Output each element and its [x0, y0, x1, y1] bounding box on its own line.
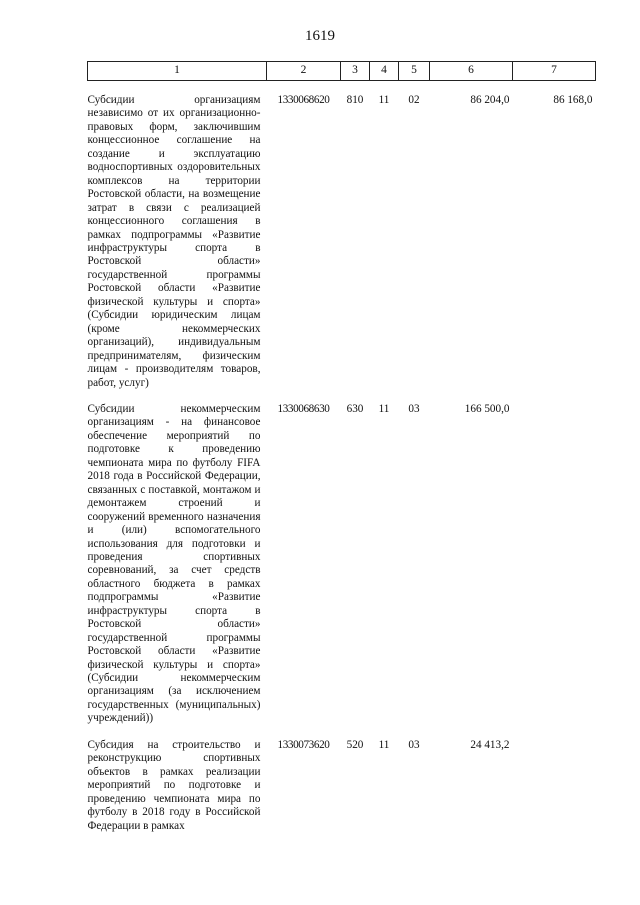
column-header-3: 3: [341, 62, 370, 81]
row-amount-col6: 86 204,0: [470, 94, 510, 106]
row-subsection: 03: [408, 402, 420, 415]
row-description: Субсидии некоммерческим организациям - на финансовое обеспечение мероприятий по подготовке к проведению чемпионата мира по футболу FIFA 2018 года в Российской Федерации, связанных с поставкой, монтажом и демонтажем строений и сооружений временного назначения и (или) вспомогательного использования для подготовки и проведения спортивных соревнований, за счет средств областного бюджета в рамках подпрограммы «Развитие инфраструктуры спорта в Ростовской области» государственной программы Ростовской области «Развитие физической культуры и спорта» (Субсидии некоммерческим организациям (за исключением государственных (муниципальных) учреждений)): [87, 402, 261, 725]
column-header-5: 5: [399, 62, 430, 81]
table-row: [88, 403, 596, 726]
row-target-code: 1330068620: [277, 94, 330, 106]
table-row: [88, 739, 596, 833]
row-amount-col6: 24 413,2: [470, 738, 510, 751]
row-amount-col7: [513, 739, 596, 833]
row-subsection: 02: [408, 94, 420, 106]
row-subsection: 03: [408, 738, 420, 751]
row-expense-type: 630: [346, 402, 364, 415]
row-amount-col7: [513, 403, 596, 726]
row-target-code: 1330068630: [277, 402, 330, 415]
column-header-1: 1: [88, 62, 267, 81]
row-section: 11: [378, 738, 390, 751]
row-expense-type: 810: [346, 94, 364, 106]
row-description: Субсидия на строительство и реконструкцию спортивных объектов в рамках реализации мероприятий по подготовке и проведению чемпионата мира по футболу в 2018 году в Российской Федерации в рамках: [87, 738, 261, 832]
row-expense-type: 520: [346, 738, 364, 751]
column-header-6: 6: [430, 62, 513, 81]
row-amount-col7: 86 168,0: [553, 94, 593, 106]
column-header-2: 2: [267, 62, 341, 81]
row-section: 11: [378, 402, 390, 415]
table-header-row: [88, 62, 596, 81]
row-description: Субсидии организациям независимо от их организационно-правовых форм, заключившим концессионное соглашение на создание и эксплуатацию водноспортивных оздоровительных комплексов на территории Ростовской области, на возмещение затрат в связи с реализацией концессионного соглашения в рамках подпрограммы «Развитие инфраструктуры спорта в Ростовской области» государственной программы Ростовской области «Развитие физической культуры и спорта» (Субсидии юридическим лицам (кроме некоммерческих организаций), индивидуальным предпринимателям, физическим лицам - производителям товаров, работ, услуг): [87, 94, 261, 389]
budget-table: [87, 61, 596, 833]
column-header-4: 4: [370, 62, 399, 81]
row-target-code: 1330073620: [277, 738, 330, 751]
table-row: [88, 94, 596, 390]
column-header-7: 7: [513, 62, 596, 81]
row-section: 11: [378, 94, 390, 106]
row-amount-col6: 166 500,0: [464, 402, 510, 415]
page-number: 1619: [305, 28, 335, 44]
